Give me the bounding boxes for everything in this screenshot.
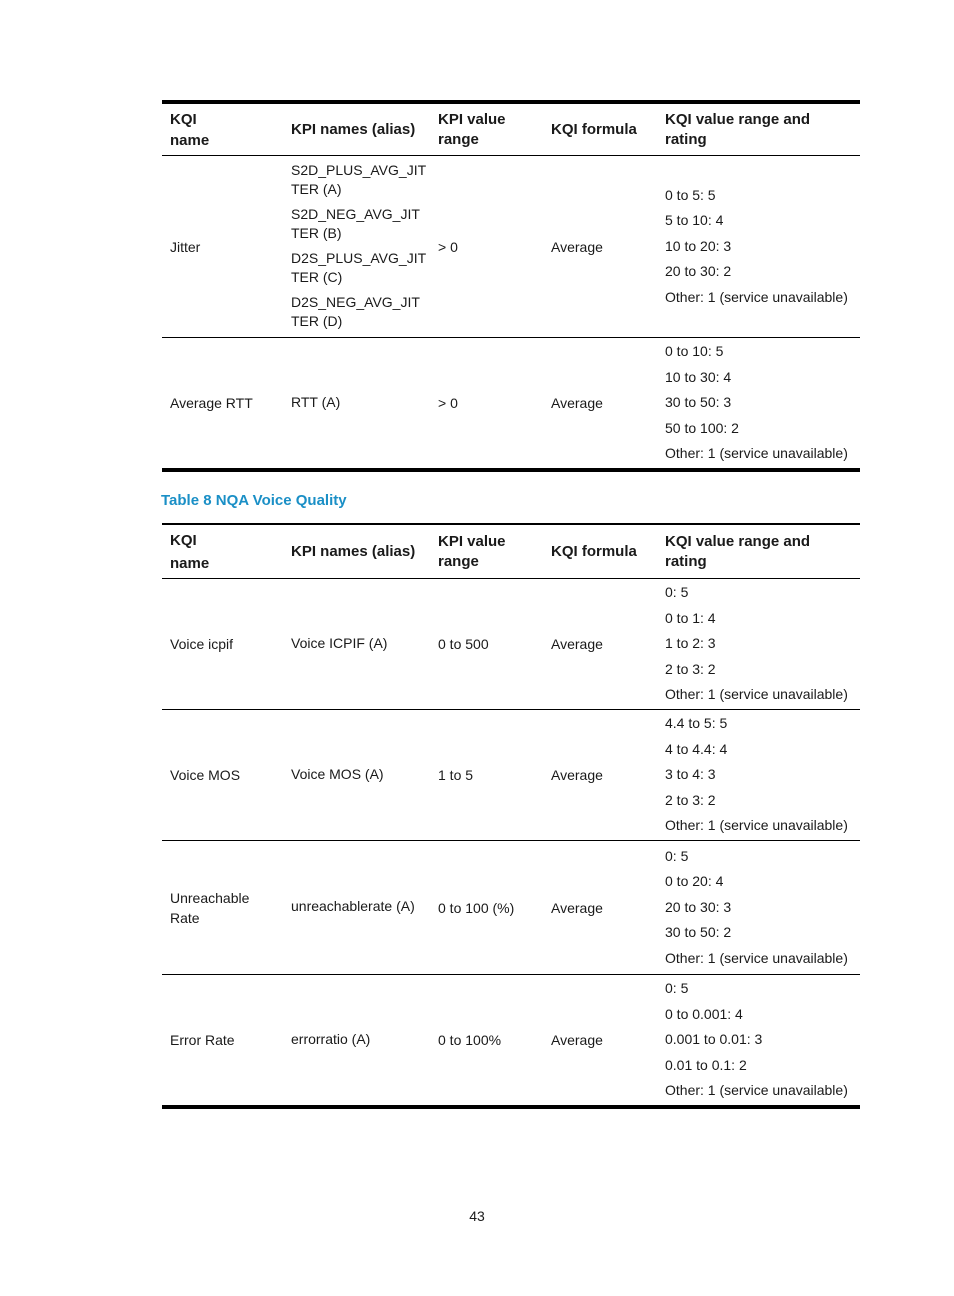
kqi-rating: 0.01 to 0.1: 2 xyxy=(665,1056,747,1073)
kqi-rating: 0: 5 xyxy=(665,584,689,601)
table-row xyxy=(162,579,860,709)
table-bottom-rule xyxy=(162,1105,860,1109)
kqi-rating: Other: 1 (service unavailable) xyxy=(665,817,848,834)
kqi-rating: Other: 1 (service unavailable) xyxy=(665,686,848,703)
kqi-rating: 3 to 4: 3 xyxy=(665,766,716,783)
kpi-value-range: 0 to 100 (%) xyxy=(438,899,515,916)
kpi-range-cell xyxy=(430,156,543,337)
kqi-rating: 2 to 3: 2 xyxy=(665,660,716,677)
kpi-range-cell xyxy=(430,975,543,1105)
header-kqi-range-line2: rating xyxy=(665,552,707,570)
kqi-rating: 0 to 20: 4 xyxy=(665,873,724,890)
kqi-rating: 5 to 10: 4 xyxy=(665,212,724,229)
table-row xyxy=(162,156,860,337)
kqi-formula: Average xyxy=(551,395,603,411)
header-kqi-name xyxy=(162,104,283,155)
header-kqi-formula xyxy=(543,525,657,578)
header-kqi-range-line1: KQI value range and xyxy=(665,110,811,128)
header-kpi-range-line2: range xyxy=(438,552,479,570)
kpi-alias: RTT (A) xyxy=(291,393,341,410)
kqi-rating: Other: 1 (service unavailable) xyxy=(665,445,848,462)
kqi-formula: Average xyxy=(551,238,603,255)
kqi-name: Unreachable Rate xyxy=(170,889,250,926)
header-kpi-value-range xyxy=(430,104,543,155)
header-kqi-formula-label: KQI formula xyxy=(551,542,637,560)
kpi-aliases-cell xyxy=(283,156,430,337)
kqi-name: Voice MOS xyxy=(170,767,241,783)
kpi-range-cell xyxy=(430,338,543,468)
header-kqi-formula xyxy=(543,104,657,155)
kqi-name: Voice icpif xyxy=(170,636,234,652)
kpi-value-range: 0 to 500 xyxy=(438,636,489,652)
kqi-ratings-cell xyxy=(657,975,860,1105)
kqi-name-cell xyxy=(162,156,283,337)
kpi-range-cell xyxy=(430,710,543,840)
kqi-name-cell xyxy=(162,579,283,709)
kpi-alias: Voice ICPIF (A) xyxy=(291,634,388,651)
table-body xyxy=(162,156,860,472)
kpi-aliases-cell xyxy=(283,710,430,840)
header-kpi-range-line1: KPI value xyxy=(438,110,506,128)
table-header-row xyxy=(162,525,860,578)
kqi-formula-cell xyxy=(543,710,657,840)
kqi-formula-cell xyxy=(543,975,657,1105)
kqi-rating: Other: 1 (service unavailable) xyxy=(665,949,848,966)
kqi-name: Error Rate xyxy=(170,1032,235,1048)
kqi-rating: 50 to 100: 2 xyxy=(665,419,739,436)
kpi-value-range: > 0 xyxy=(438,395,458,411)
table-row xyxy=(162,710,860,840)
header-kqi-formula-label: KQI formula xyxy=(551,120,637,138)
kqi-rating: 30 to 50: 3 xyxy=(665,394,732,411)
header-kqi-range-line1: KQI value range and xyxy=(665,532,811,550)
kqi-formula: Average xyxy=(551,1032,603,1048)
kqi-rating: 0: 5 xyxy=(665,980,689,997)
kqi-ratings-cell xyxy=(657,579,860,709)
kpi-alias: Voice MOS (A) xyxy=(291,765,384,782)
kqi-rating: 0 to 10: 5 xyxy=(665,343,724,360)
kqi-rating: 0 to 5: 5 xyxy=(665,186,716,203)
kqi-rating: 0: 5 xyxy=(665,847,689,864)
kqi-rating: 0 to 1: 4 xyxy=(665,609,716,626)
kpi-alias: D2S_NEG_AVG_JIT TER (D) xyxy=(291,293,420,329)
kpi-aliases-cell xyxy=(283,975,430,1105)
table-bottom-rule xyxy=(162,468,860,472)
table-caption: Table 8 NQA Voice Quality xyxy=(161,492,347,509)
kqi-name-cell xyxy=(162,975,283,1105)
kpi-alias: S2D_NEG_AVG_JIT TER (B) xyxy=(291,205,420,241)
kpi-alias: D2S_PLUS_AVG_JIT TER (C) xyxy=(291,249,427,285)
table-header-row xyxy=(162,104,860,155)
kqi-rating: Other: 1 (service unavailable) xyxy=(665,288,848,305)
kqi-rating: 0 to 0.001: 4 xyxy=(665,1005,743,1022)
kpi-alias: S2D_PLUS_AVG_JIT TER (A) xyxy=(291,161,427,197)
kqi-formula-cell xyxy=(543,579,657,709)
header-kpi-range-line2: range xyxy=(438,130,479,148)
header-kqi-name-line1: KQI xyxy=(170,111,197,128)
kpi-range-cell xyxy=(430,579,543,709)
table-row xyxy=(162,841,860,974)
kqi-ratings-cell xyxy=(657,710,860,840)
kqi-rating: 20 to 30: 2 xyxy=(665,263,732,280)
kqi-formula-cell xyxy=(543,841,657,974)
kqi-ratings-cell xyxy=(657,841,860,974)
kqi-rating: 2 to 3: 2 xyxy=(665,791,716,808)
kqi-ratings-cell xyxy=(657,338,860,468)
kqi-rating: 0.001 to 0.01: 3 xyxy=(665,1031,763,1048)
kqi-name-cell xyxy=(162,338,283,468)
kpi-alias: unreachablerate (A) xyxy=(291,898,415,914)
kpi-value-range: 0 to 100% xyxy=(438,1032,502,1048)
header-kqi-name-line1: KQI xyxy=(170,532,197,549)
kqi-formula-cell xyxy=(543,156,657,337)
kqi-name-cell xyxy=(162,841,283,974)
header-kpi-value-range xyxy=(430,525,543,578)
kqi-name: Average RTT xyxy=(170,395,253,411)
header-kpi-names-label: KPI names (alias) xyxy=(291,542,416,560)
header-kpi-names xyxy=(283,525,430,578)
kqi-name: Jitter xyxy=(170,238,201,255)
kpi-aliases-cell xyxy=(283,579,430,709)
kpi-value-range: > 0 xyxy=(438,238,458,255)
header-kqi-name-line2: name xyxy=(170,132,210,149)
kqi-rating: 10 to 20: 3 xyxy=(665,237,732,254)
table-row xyxy=(162,338,860,468)
header-kpi-names-label: KPI names (alias) xyxy=(291,120,416,138)
header-kqi-value-range xyxy=(657,104,860,155)
table-body xyxy=(162,579,860,1109)
kqi-formula: Average xyxy=(551,899,603,916)
header-kqi-range-line2: rating xyxy=(665,130,707,148)
kqi-ratings-cell xyxy=(657,156,860,337)
kpi-aliases-cell xyxy=(283,338,430,468)
kqi-rating: 30 to 50: 2 xyxy=(665,924,732,941)
kqi-formula-cell xyxy=(543,338,657,468)
header-kqi-name-line2: name xyxy=(170,555,210,572)
header-kpi-names xyxy=(283,104,430,155)
kqi-rating: Other: 1 (service unavailable) xyxy=(665,1082,848,1099)
kqi-rating: 4.4 to 5: 5 xyxy=(665,715,728,732)
kqi-rating: 20 to 30: 3 xyxy=(665,898,732,915)
header-kqi-value-range xyxy=(657,525,860,578)
header-kqi-name xyxy=(162,525,283,578)
kqi-formula: Average xyxy=(551,636,603,652)
header-kpi-range-line1: KPI value xyxy=(438,532,506,550)
kqi-rating: 10 to 30: 4 xyxy=(665,368,732,385)
kqi-table-continued xyxy=(162,100,860,472)
kqi-rating: 1 to 2: 3 xyxy=(665,635,716,652)
nqa-voice-quality-table xyxy=(162,523,860,1109)
kqi-rating: 4 to 4.4: 4 xyxy=(665,740,728,757)
kqi-name-cell xyxy=(162,710,283,840)
page-number: 43 xyxy=(469,1208,485,1224)
kpi-value-range: 1 to 5 xyxy=(438,767,474,783)
kpi-range-cell xyxy=(430,841,543,974)
kpi-aliases-cell xyxy=(283,841,430,974)
table-row xyxy=(162,975,860,1105)
kqi-formula: Average xyxy=(551,767,603,783)
kpi-alias: errorratio (A) xyxy=(291,1030,371,1047)
